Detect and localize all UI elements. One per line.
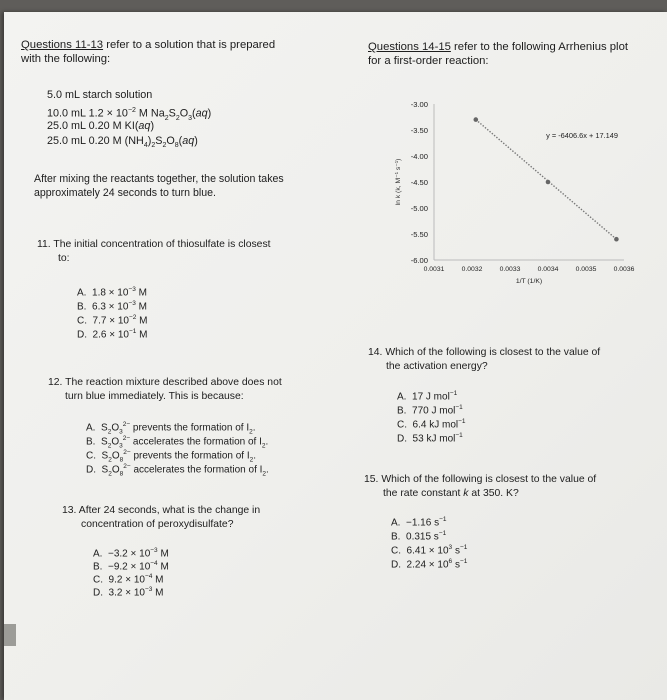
q14-option-d[interactable]: D. 53 kJ mol$^{-1}$	[397, 432, 463, 445]
arrhenius-chart	[372, 90, 642, 300]
q12-option-b[interactable]: B. $S_2O_3^{2-}$ accelerates the formation of $I_2$.	[86, 435, 269, 450]
x-tick-label: 0.0034	[537, 266, 559, 273]
q14-option-c[interactable]: C. 6.4 kJ mol$^{-1}$	[397, 418, 466, 431]
q11-option-b[interactable]: B. $6.3 \times 10^{-3}$ M	[77, 300, 147, 313]
q12-option-c[interactable]: C. $S_2O_8^{2-}$ prevents the formation of $I_2$.	[86, 449, 257, 464]
mix-note-line2: approximately 24 seconds to turn blue.	[34, 187, 216, 199]
q14-option-a[interactable]: A. 17 J mol$^{-1}$	[397, 390, 458, 403]
y-axis-label: ln k (k, M⁻¹ s⁻¹)	[395, 158, 402, 206]
x-tick-label: 0.0032	[461, 266, 483, 273]
q13-option-d[interactable]: D. $3.2 \times 10^{-3}$ M	[93, 586, 164, 599]
q14-15-header-line2: for a first-order reaction:	[368, 55, 489, 67]
q15-option-a[interactable]: A. −1.16 $s^{-1}$	[391, 516, 447, 529]
q13-option-a[interactable]: A. $-3.2 \times 10^{-3}$ M	[93, 547, 169, 560]
q14-15-header	[368, 40, 628, 54]
q11-13-header-line2: with the following:	[21, 53, 111, 65]
solution-line-persulfate: 25.0 mL 0.20 M $(NH_4)_2S_2O_8(aq)$	[47, 135, 198, 150]
q11-13-header	[21, 38, 275, 52]
solution-line-starch: 5.0 mL starch solution	[47, 89, 153, 101]
q11-option-d[interactable]: D. $2.6 \times 10^{-1}$ M	[77, 328, 148, 341]
q12-stem-line1: 12. The reaction mixture described above does not	[48, 377, 282, 388]
q15-stem-line1: 15. Which of the following is closest to the value of	[364, 474, 597, 485]
q14-15-header-text: refer to the following Arrhenius plot	[450, 41, 628, 53]
x-tick-label: 0.0035	[575, 266, 597, 273]
q12-option-a[interactable]: A. $S_2O_3^{2-}$ prevents the formation of $I_2$.	[86, 421, 256, 436]
solution-line-thiosulfate: 10.0 mL $1.2 \times 10^{-2}$ M $Na_2S_2O_3(aq)$	[47, 107, 212, 122]
mix-note-line1: After mixing the reactants together, the solution takes	[34, 173, 284, 185]
q14-option-b[interactable]: B. 770 J mol$^{-1}$	[397, 404, 463, 417]
q14-15-ref-link: Questions 14-15	[368, 41, 451, 53]
data-point-1	[474, 117, 479, 122]
q13-stem-line1: 13. After 24 seconds, what is the change in	[62, 505, 261, 516]
q13-option-b[interactable]: B. $-9.2 \times 10^{-4}$ M	[93, 560, 169, 573]
q15-option-c[interactable]: C. $6.41 \times 10^3$ $s^{-1}$	[391, 544, 468, 557]
q12-stem-line2: turn blue immediately. This is because:	[65, 391, 244, 402]
q15-stem-line2: the rate constant k at 350. K?	[383, 488, 519, 499]
y-tick-label: -6.00	[410, 256, 428, 265]
q11-stem-line2: to:	[58, 253, 70, 264]
q11-stem-line1: 11. The initial concentration of thiosulfate is closest	[37, 239, 271, 250]
q15-option-d[interactable]: D. $2.24 \times 10^6$ $s^{-1}$	[391, 558, 468, 571]
x-tick-label: 0.0036	[613, 266, 635, 273]
chart-plot-layer	[395, 100, 635, 285]
y-tick-label: -3.00	[410, 100, 428, 109]
q11-13-ref-link: Questions 11-13	[21, 39, 104, 51]
q13-stem-line2: concentration of peroxydisulfate?	[81, 519, 234, 530]
q14-stem-line2: the activation energy?	[386, 361, 488, 372]
y-tick-label: -5.00	[410, 204, 428, 213]
trendline-equation: y = -6406.6x + 17.149	[546, 131, 618, 140]
x-tick-label: 0.0031	[423, 266, 445, 273]
y-tick-label: -5.50	[410, 230, 428, 239]
data-point-2	[546, 180, 551, 185]
page-edge-binding	[4, 624, 16, 646]
q11-13-header-text: refer to a solution that is prepared	[103, 39, 276, 51]
y-tick-label: -4.00	[410, 152, 428, 161]
solution-line-ki: 25.0 mL 0.20 M KI(aq)	[47, 120, 155, 132]
y-tick-label: -4.50	[410, 178, 428, 187]
x-axis-label: 1/T (1/K)	[515, 278, 543, 285]
x-tick-label: 0.0033	[499, 266, 521, 273]
q11-option-a[interactable]: A. $1.8 \times 10^{-3}$ M	[77, 286, 147, 299]
q15-option-b[interactable]: B. 0.315 $s^{-1}$	[391, 530, 447, 543]
data-point-3	[614, 237, 619, 242]
q14-stem-line1: 14. Which of the following is closest to the value of	[368, 347, 601, 358]
q11-option-c[interactable]: C. $7.7 \times 10^{-2}$ M	[77, 314, 148, 327]
y-tick-label: -3.50	[410, 126, 428, 135]
q13-option-c[interactable]: C. $9.2 \times 10^{-4}$ M	[93, 573, 164, 586]
q12-option-d[interactable]: D. $S_2O_8^{2-}$ accelerates the formation of $I_2$.	[86, 463, 269, 478]
